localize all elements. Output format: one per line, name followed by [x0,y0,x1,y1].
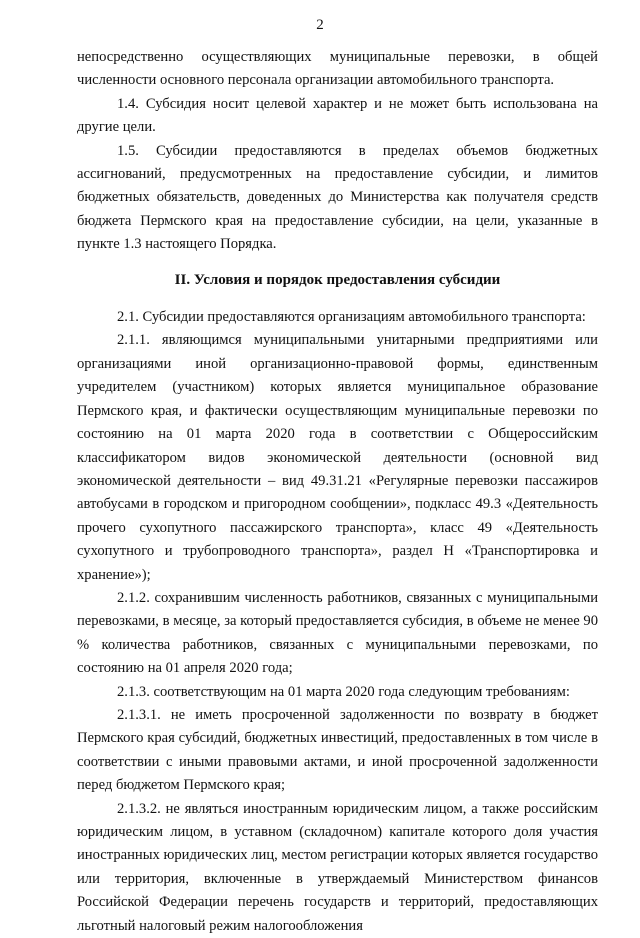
paragraph-2-1-1: 2.1.1. являющимся муниципальными унитарными предприятиями или организациями иной организационно-правовой формы, единственным учредителем (участником) которых является муниципальное образование Пермского края, и фактически осуществляющим муниципальные перевозки по состоянию на 01 марта 2020 года в соответствии с Общероссийским классификатором видов экономической деятельности (основной вид экономической деятельности – вид 49.31.21 «Регулярные перевозки пассажиров автобусами в городском и пригородном сообщении», подкласс 49.3 «Деятельность прочего сухопутного пассажирского транспорта», класс 49 «Деятельность сухопутного и трубопроводного транспорта», раздел H «Транспортировка и хранение»); [77,332,598,583]
paragraph-continuation: непосредственно осуществляющих муниципальные перевозки, в общей численности основного персонала организации автомобильного транспорта. [77,49,598,89]
paragraph-2-1: 2.1. Субсидии предоставляются организациям автомобильного транспорта: [117,309,586,326]
page-number: 2 [316,17,324,33]
paragraph-1-4: 1.4. Субсидия носит целевой характер и не может быть использована на другие цели. [77,95,598,136]
paragraph-2-1-2: 2.1.2. сохранившим численность работников, связанных с муниципальными перевозками, в месяце, за который предоставляется субсидия, в объеме не менее 90 % количества работников, связанных с муниципальными перевозками, по состоянию на 01 апреля 2020 года; [77,589,598,677]
paragraph-1-5: 1.5. Субсидии предоставляются в пределах объемов бюджетных ассигнований, предусмотренных на предоставление субсидии, и лимитов бюджетных обязательств, доведенных до Министерства как получателя средств бюджета Пермского края на предоставление субсидии, на цели, указанные в пункте 1.3 настоящего Порядка. [77,142,598,253]
document-body [77,46,598,938]
paragraph-2-1-3-2: 2.1.3.2. не являться иностранным юридическим лицом, а также российским юридическим лицом, в уставном (складочном) капитале которого доля участия иностранных юридических лиц, местом регистрации которых является государство или территория, включенные в утверждаемый Министерством финансов Российской Федерации перечень государств и территорий, предоставляющих льготный налоговый режим налогообложения [77,800,598,934]
paragraph-2-1-3-1: 2.1.3.1. не иметь просроченной задолженности по возврату в бюджет Пермского края субсидий, бюджетных инвестиций, предоставленных в том числе в соответствии с иными правовыми актами, и иной просроченной задолженности перед бюджетом Пермского края; [77,706,598,794]
paragraph-2-1-3: 2.1.3. соответствующим на 01 марта 2020 года следующим требованиям: [117,683,570,700]
section-heading: II. Условия и порядок предоставления субсидии [174,271,501,288]
